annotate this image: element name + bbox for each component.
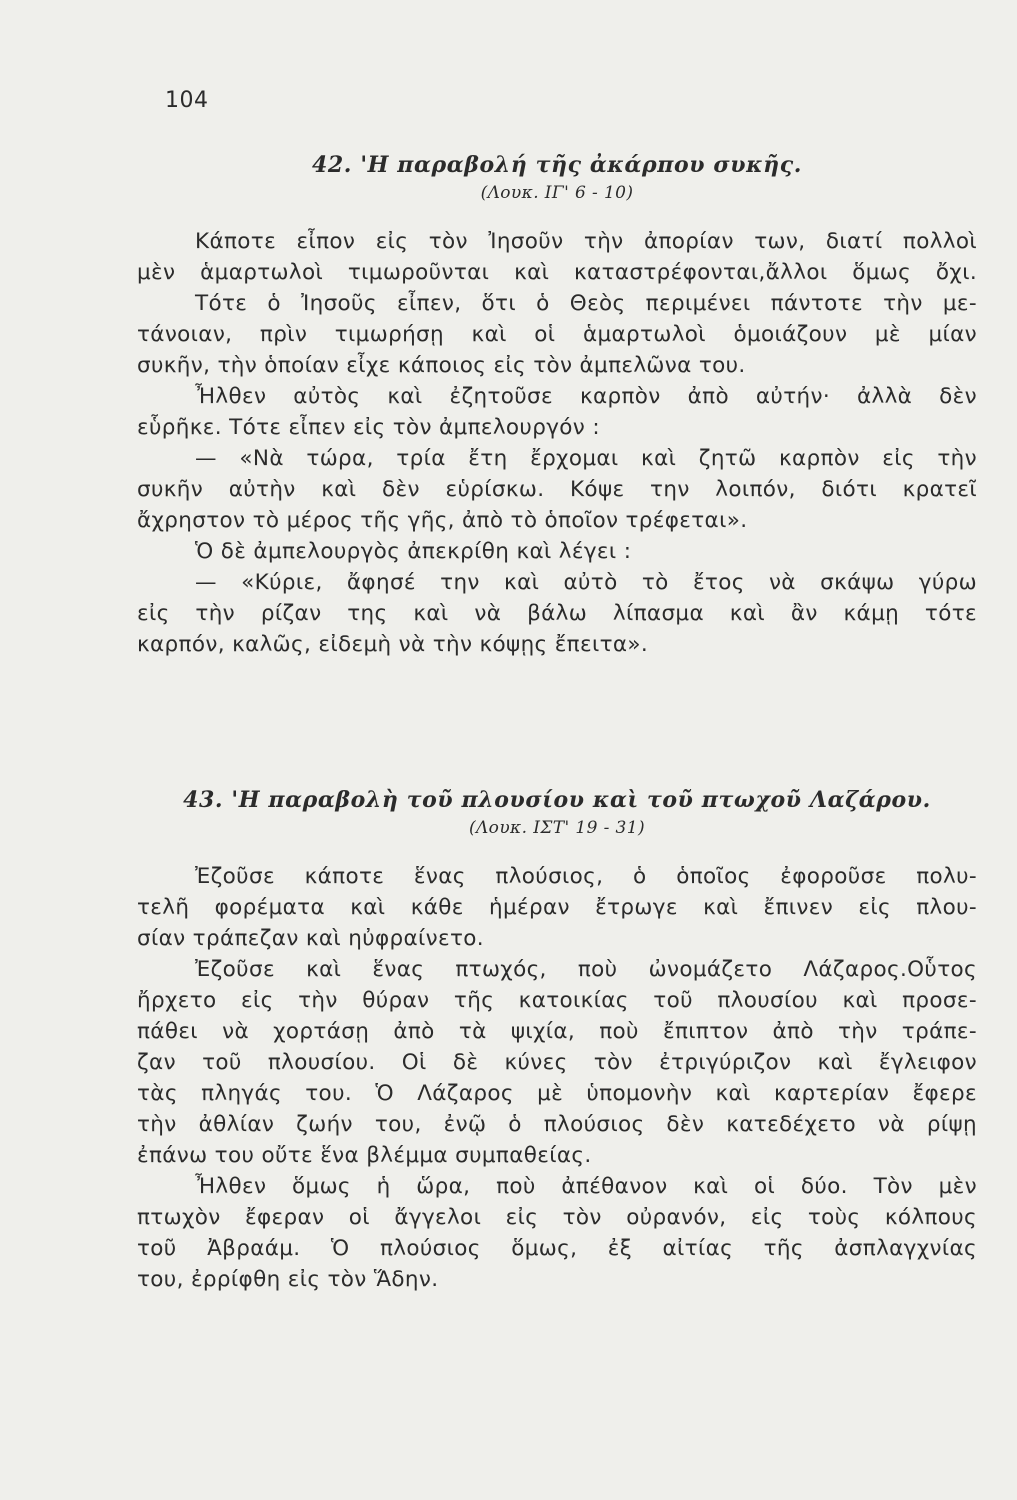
text-line: Κάποτε εἶπον εἰς τὸν Ἰησοῦν τὴν ἀπορίαν των, διατί πολλοὶ: [195, 229, 977, 254]
text-line: πάθει νὰ χορτάσῃ ἀπὸ τὰ ψιχία, ποὺ ἔπιπτον ἀπὸ τὴν τράπε-: [137, 1019, 977, 1044]
text-line: ἐπάνω του οὔτε ἕνα βλέμμα συμπαθείας.: [137, 1143, 592, 1168]
text-line: ἄχρηστον τὸ μέρος τῆς γῆς, ἀπὸ τὸ ὁποῖον τρέφεται».: [137, 508, 748, 533]
text-line: Ἦλθεν αὐτὸς καὶ ἐζητοῦσε καρπὸν ἀπὸ αὐτήν· ἀλλὰ δὲν: [195, 384, 977, 409]
text-line: τὴν ἀθλίαν ζωήν του, ἐνῷ ὁ πλούσιος δὲν κατεδέχετο νὰ ρίψῃ: [137, 1112, 977, 1137]
text-line: καρπόν, καλῶς, εἰδεμὴ νὰ τὴν κόψῃς ἔπειτα».: [137, 632, 649, 657]
section-parable-barren-fig: [137, 150, 977, 660]
text-line: συκῆν, τὴν ὁποίαν εἶχε κάποιος εἰς τὸν ἀμπελῶνα του.: [137, 353, 746, 378]
text-line: — «Νὰ τώρα, τρία ἔτη ἔρχομαι καὶ ζητῶ καρπὸν εἰς τὴν: [195, 446, 977, 471]
text-line: ἤρχετο εἰς τὴν θύραν τῆς κατοικίας τοῦ πλουσίου καὶ προσε-: [137, 988, 977, 1013]
page-number: 104: [165, 88, 209, 113]
text-line: τάνοιαν, πρὶν τιμωρήσῃ καὶ οἱ ἁμαρτωλοὶ ὁμοιάζουν μὲ μίαν: [137, 322, 977, 347]
section-heading: 43. 'Η παραβολὴ τοῦ πλουσίου καὶ τοῦ πτωχοῦ Λαζάρου.: [183, 787, 931, 813]
section-heading: 42. 'Η παραβολή τῆς ἀκάρπου συκῆς.: [311, 152, 803, 178]
section-body: [137, 861, 977, 1295]
text-line: πτωχὸν ἔφεραν οἱ ἄγγελοι εἰς τὸν οὐρανόν, εἰς τοὺς κόλπους: [137, 1205, 977, 1230]
text-line: ζαν τοῦ πλουσίου. Οἱ δὲ κύνες τὸν ἐτριγύριζον καὶ ἔγλειφον: [137, 1050, 977, 1075]
text-line: Τότε ὁ Ἰησοῦς εἶπεν, ὅτι ὁ Θεὸς περιμένει πάντοτε τὴν με-: [195, 291, 977, 316]
text-line: εἰς τὴν ρίζαν της καὶ νὰ βάλω λίπασμα καὶ ἂν κάμῃ τότε: [137, 601, 977, 626]
text-line: σίαν τράπεζαν καὶ ηὐφραίνετο.: [137, 926, 484, 951]
scripture-reference: (Λουκ. ΙΓ' 6 - 10): [480, 183, 634, 203]
text-line: — «Κύριε, ἄφησέ την καὶ αὐτὸ τὸ ἔτος νὰ σκάψω γύρω: [195, 570, 977, 595]
text-line: συκῆν αὐτὴν καὶ δὲν εὑρίσκω. Κόψε την λοιπόν, διότι κρατεῖ: [137, 477, 977, 502]
text-line: μὲν ἁμαρτωλοὶ τιμωροῦνται καὶ καταστρέφονται,ἄλλοι ὅμως ὄχι.: [137, 260, 977, 285]
text-line: τὰς πληγάς του. Ὁ Λάζαρος μὲ ὑπομονὴν καὶ καρτερίαν ἔφερε: [137, 1081, 977, 1106]
text-line: Ὁ δὲ ἀμπελουργὸς ἀπεκρίθη καὶ λέγει :: [195, 539, 632, 564]
text-line: εὗρῆκε. Τότε εἶπεν εἰς τὸν ἀμπελουργόν :: [137, 415, 600, 440]
text-line: του, ἐρρίφθη εἰς τὸν Ἅδην.: [137, 1267, 439, 1292]
text-line: Ἐζοῦσε κάποτε ἕνας πλούσιος, ὁ ὁποῖος ἐφοροῦσε πολυ-: [195, 864, 977, 889]
text-line: Ἐζοῦσε καὶ ἕνας πτωχός, ποὺ ὠνομάζετο Λάζαρος.Οὗτος: [195, 957, 977, 982]
text-line: Ἦλθεν ὅμως ἡ ὥρα, ποὺ ἀπέθανον καὶ οἱ δύο. Τὸν μὲν: [195, 1174, 977, 1199]
text-line: τελῆ φορέματα καὶ κάθε ἡμέραν ἔτρωγε καὶ ἔπινεν εἰς πλου-: [137, 895, 977, 920]
section-body: [137, 226, 977, 660]
scripture-reference: (Λουκ. ΙΣΤ' 19 - 31): [468, 818, 646, 838]
text-line: τοῦ Ἀβραάμ. Ὁ πλούσιος ὅμως, ἐξ αἰτίας τῆς ἀσπλαγχνίας: [137, 1236, 977, 1261]
section-parable-rich-man-lazarus: [137, 785, 977, 1295]
